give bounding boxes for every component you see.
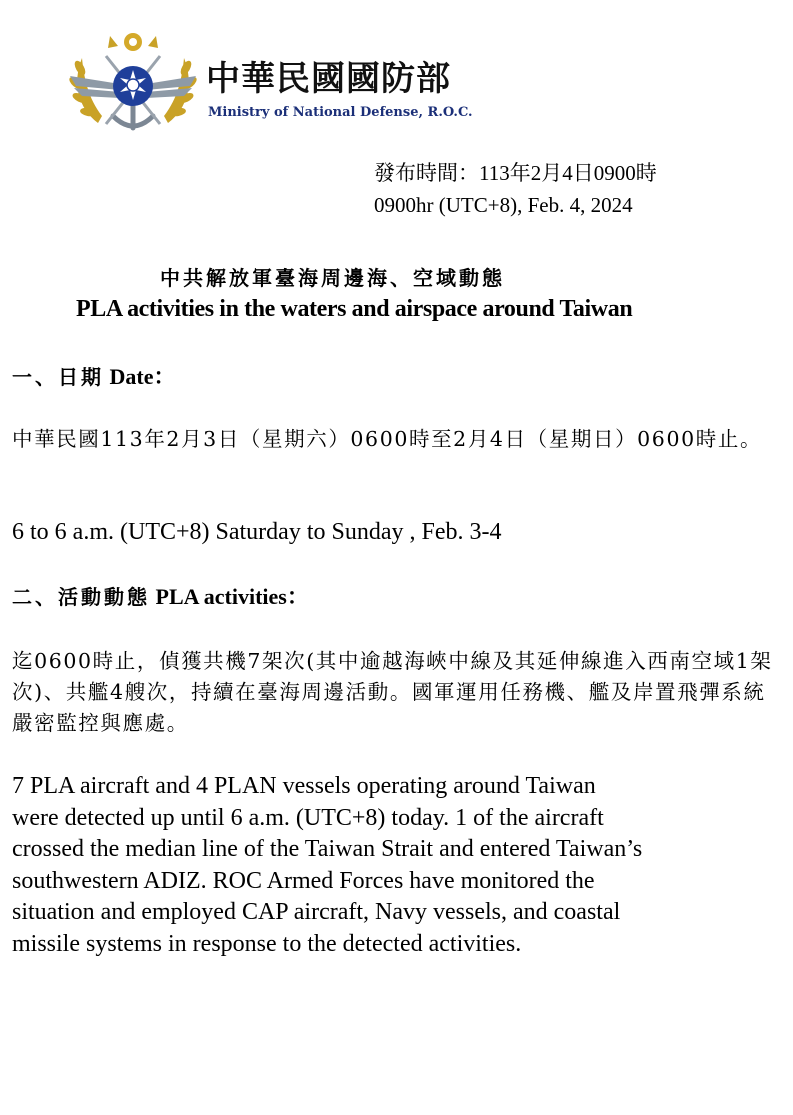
section-activities-heading-en: PLA activities：: [155, 584, 309, 609]
section-date-heading-cn: 一、日期: [12, 365, 104, 389]
section-activities-body-cn: 迄0600時止，偵獲共機7架次(其中逾越海峽中線及其延伸線進入西南空域1架次)、共艦4艘次，持續在臺海周邊活動。國軍運用任務機、艦及岸置飛彈系統嚴密監控與應處。: [12, 649, 773, 735]
ministry-emblem-icon: [58, 28, 208, 143]
header: [58, 28, 518, 143]
section-date-body-cn: 中華民國113年2月3日（星期六）0600時至2月4日（星期日）0600時止。: [12, 427, 763, 451]
section-activities-heading: [12, 580, 309, 611]
section-activities-heading-cn: 二、活動動態: [12, 585, 150, 609]
release-time-en: 0900hr (UTC+8), Feb. 4, 2024: [374, 193, 633, 217]
section-date-heading: [12, 360, 175, 391]
title-en: PLA activities in the waters and airspace around Taiwan: [76, 296, 633, 322]
org-name-en: Ministry of National Defense, R.O.C.: [208, 105, 473, 120]
section-date-body-en: 6 to 6 a.m. (UTC+8) Saturday to Sunday , Feb. 3-4: [12, 519, 502, 545]
release-time: [374, 157, 657, 221]
section-activities-body-en: 7 PLA aircraft and 4 PLAN vessels operating around Taiwan were detected up until 6 a.m. (UTC+8) today. 1 of the aircraft crossed the median line of the Taiwan Strait and entered Taiwan’s southwestern ADIZ. ROC Armed Forces have monitored the situation and employed CAP aircraft, Navy vessels, and coastal missile systems in response to the detected activities.: [12, 773, 643, 957]
release-time-cn: 發布時間：113年2月4日0900時: [374, 161, 657, 185]
section-date-heading-en: Date：: [109, 364, 176, 389]
org-name-cn: 中華民國國防部: [206, 59, 451, 99]
title-cn: 中共解放軍臺海周邊海、空域動態: [160, 266, 505, 290]
